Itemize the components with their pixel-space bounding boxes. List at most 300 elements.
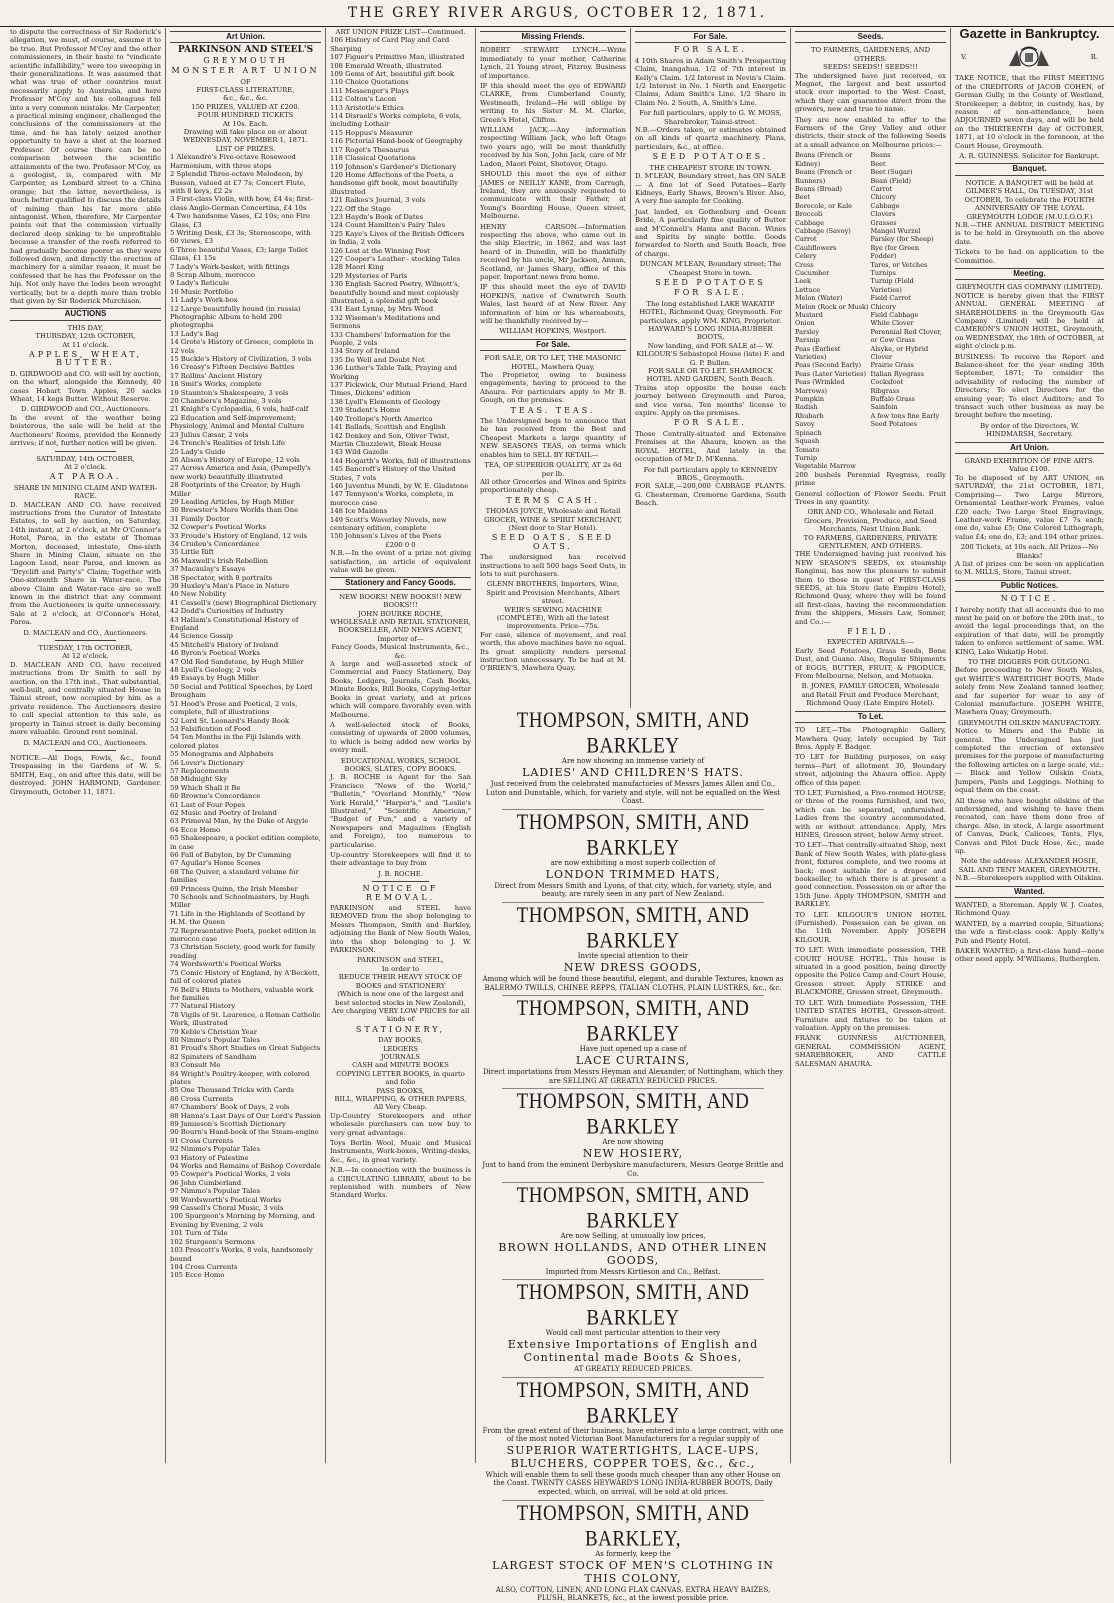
shares-contact: For full particulars, apply to G. W. MOSS, Sharebroker, Tainui-street. bbox=[639, 109, 782, 126]
list-item: White Clover bbox=[870, 319, 914, 328]
removal-line-1: PARKINSON and STEEL have REMOVED from the shop belonging to Messrs Thompson, Smith and Barkley, adjoining the Bank of New South Wales, into the shop belonging to J. W. PARKINSON. bbox=[330, 904, 471, 955]
royal-hotel-body: Those Centrally-situated and Extensive Premises at the Ahaura, known as the ROYAL HOTEL, And lately in the occupation of Mr D. M'Kenna. bbox=[635, 429, 786, 464]
list-item: Chicory bbox=[870, 193, 897, 202]
tsb-advert bbox=[482, 903, 784, 992]
list-item: 23 Julius Cæsar, 2 vols bbox=[170, 430, 249, 439]
art-union-line-2: GREYMOUTH bbox=[203, 55, 288, 65]
list-item: 50 Social and Political Speeches, by Lord Brougham bbox=[170, 682, 313, 700]
list-item: 24 Trench's Realities of Irish Life bbox=[170, 439, 285, 448]
masthead: THE GREY RIVER ARGUS, OCTOBER 12, 1871. bbox=[0, 0, 1114, 27]
tsb-advert bbox=[482, 1183, 784, 1277]
list-item: Tares, or Vetches bbox=[870, 260, 928, 269]
seed-oats-body: The undersigned has received instructions to sell 500 bags Seed Oats, in lots to suit purchasers. bbox=[480, 553, 626, 578]
list-item: 150 Johnson's Lives of the Poets bbox=[330, 532, 442, 541]
list-item: 117 Roget's Thesaurus bbox=[330, 145, 409, 154]
stationery-line-7: A well-selected stock of Books, consisting of upwards of 2000 volumes, to which is being added new works by every mail. bbox=[330, 720, 471, 755]
art-union-line-5: FIRST-CLASS LITERATURE, bbox=[196, 86, 295, 95]
column-3 bbox=[326, 28, 476, 1463]
agricultural-seeds-list bbox=[871, 151, 947, 470]
king-notice: I hereby notify that all accounts due to me must be paid on or before the 20th inst., to avoid the legal proceedings that, on the expiration of that date, will be promptly taken to enforce settlement of same. WM. KING, Lake Wakatip Hotel. bbox=[955, 605, 1104, 656]
tsb-body: Among which will be found those beautiful, elegant, and durable Textures, known as BALERMO TWILLS, CHINEE REPPS, ITALIAN CLOTHS, PLAIN LUSTRES, &c., &c. bbox=[482, 974, 784, 992]
royal-hotel-heading: FOR SALE. bbox=[674, 418, 747, 428]
tsb-body: AT GREATLY REDUCED PRICES. bbox=[573, 1365, 693, 1374]
list-item: 46 Byron's Poetical Works bbox=[170, 649, 260, 658]
list-item: 103 Prescott's Works, 8 vols, handsomely bound bbox=[170, 1246, 313, 1263]
list-item: 13 Lady's Bag bbox=[170, 329, 219, 338]
tsb-line: LADIES' AND CHILDREN'S HATS. bbox=[522, 766, 744, 779]
list-item: 58 Midnight Sky bbox=[170, 775, 228, 784]
section-heading-art-union-2: Art Union. bbox=[955, 442, 1104, 454]
list-item: Sainfoin bbox=[870, 403, 898, 412]
tsb-advert bbox=[482, 1280, 784, 1374]
list-item: Peas (Wrinkled Marrows) bbox=[795, 378, 845, 395]
thompson-smith-barkley-advert bbox=[476, 708, 791, 1603]
list-item: Melon (Rock or Musk) bbox=[795, 302, 869, 311]
tsb-body: Just to hand from the eminent Derbyshire manufacturers, Messrs George Brittle and Co. bbox=[482, 1161, 784, 1178]
list-item: 75 Comic History of England, by A'Beckett, full of colored plates bbox=[170, 968, 320, 986]
list-item: Mangel Wurzel bbox=[870, 226, 921, 235]
list-item: 115 Hoppus's Measurer bbox=[330, 128, 413, 137]
list-item: 45 Mitchell's History of Ireland bbox=[170, 640, 279, 649]
field-heading: FIELD. bbox=[847, 627, 894, 637]
list-item: 61 Last of Four Popes bbox=[170, 800, 245, 809]
gas-company: GREYMOUTH GAS COMPANY (LIMITED). bbox=[956, 283, 1103, 292]
oilskin-signature: Note the address: ALEXANDER HOSIE, SAIL AND TENT MAKER, GREYMOUTH. N.B.—Storekeepers supplied with Oilskins. bbox=[955, 857, 1104, 883]
stationery-line-8: EDUCATIONAL WORKS, SCHOOL BOOKS, SLATES, COPY BOOKS. bbox=[340, 756, 461, 773]
stationery-line-9: J. B. ROCHE is Agent for the San Francisco "News of the World," "Bulletin," "Overland Monthly," "New York Herald," "Harper's," and "Leslie's Illustrated," "Scientific American," "Budget of Fun," and a variety of Newspapers and Magazines (English and Foreign), too numerous to particularise. bbox=[330, 773, 471, 849]
list-item: 36 Maxwell's Irish Rebellion bbox=[170, 556, 268, 565]
teas-signature: THOMAS JOYCE, Wholesale and Retail GROCER, WINE & SPIRIT MERCHANT, (Next door to Star Hotel). bbox=[484, 507, 622, 532]
shares-nb: N.B.—Orders taken, or estimates obtained on all kinds of quartz machinery. Plans, particulars, &c., at office. bbox=[635, 126, 786, 151]
tsb-line: Extensive Importations of English and Continental made Boots & Shoes, bbox=[507, 1338, 759, 1365]
list-item: 139 Student's Home bbox=[330, 406, 401, 415]
list-item: 100 Spurgeon's Morning by Morning, and Evening by Evening, 2 vols bbox=[170, 1212, 315, 1229]
list-item: 109 Gems of Art, beautiful gift book bbox=[330, 70, 455, 79]
prize-total: £200 0 0 bbox=[385, 540, 416, 549]
list-item: 5 Writing Desk, £3 3s; Stereoscope, with 60 views, £3 bbox=[170, 228, 311, 246]
teas-heading: TEAS. TEAS. bbox=[510, 405, 596, 415]
missing-6: IF this should meet the eye of DAVID HOPKINS, native of Cwmtwrch South Wales, last heard of at New River. Any information of him or his whereabouts, will be thankfully received by— bbox=[480, 283, 626, 325]
tsb-advert bbox=[482, 1378, 784, 1497]
list-item: Squash bbox=[795, 437, 820, 446]
vr-r: R. bbox=[1090, 53, 1098, 62]
list-item: Cabbage (Savoy) bbox=[795, 226, 851, 235]
column-1 bbox=[6, 28, 166, 1463]
list-item: 74 Wordsworth's Poetical Works bbox=[170, 960, 282, 969]
removal-line-13: COPYING LETTER BOOKS, in quarto and folio bbox=[336, 1069, 465, 1087]
list-item: 32 Cowper's Poetical Works bbox=[170, 523, 267, 532]
stationery-line-6: A large and well-assorted stock of Commercial and Fancy Stationery, Day Books, Ledgers, Journals, Cash Books, Minute Books, Bill Books, Copying-letter Books in great variety, and at prices which will compare favorably even with Melbourne. bbox=[330, 660, 471, 719]
list-item: 31 Family Doctor bbox=[170, 514, 230, 523]
list-item: Tomato bbox=[795, 445, 820, 454]
tsb-body: Just received from the celebrated manufactories of Messrs James Allen and Co., Luton and Dunstable, which, for variety and style, will not be equalled on the West Coast. bbox=[485, 780, 781, 806]
banquet-tickets: Tickets to be had on application to the Committee. bbox=[955, 248, 1104, 265]
list-item: 112 Colton's Lacon bbox=[330, 95, 397, 104]
missing-2: IF this should meet the eye of EDWARD CLARKE, from Cumberland County, Westmeath, Ireland—He will oblige by writing to his Sister M. M. Clarke, Green's Hotel, Clifton. bbox=[480, 82, 626, 124]
list-item: 14 Grote's History of Greece, complete in 12 vols bbox=[170, 338, 314, 355]
list-item: 81 Froud's Short Studies on Great Subjects bbox=[170, 1044, 321, 1053]
list-item: 102 Sturgeon's Sermons bbox=[170, 1237, 255, 1246]
list-item: Turnips bbox=[870, 268, 896, 277]
list-item: 132 Wiseman's Meditations and Sermons bbox=[330, 313, 441, 331]
list-item: 123 Haydn's Book of Dates bbox=[330, 212, 424, 221]
list-item: Mustard bbox=[795, 311, 823, 319]
section-heading-for-sale-2: For Sale. bbox=[635, 31, 786, 43]
missing-4: SHOULD this meet the eye of either JAMES or NEILLY KANE, from Carragh, Ireland, they are anxiously requested to communicate with their Father, at Young's Boarding House, Queen street, Melbourne. bbox=[480, 170, 626, 221]
notice-heading: NOTICE. bbox=[1000, 594, 1059, 604]
auction-2-place: AT PAROA. bbox=[49, 472, 122, 482]
list-item: 15 Buckle's History of Civilization, 3 vols bbox=[170, 355, 312, 364]
list-item: 11 Lady's Work-box bbox=[170, 296, 238, 305]
removal-line-5: BOOKS and STATIONERY bbox=[355, 981, 446, 990]
list-item: 25 Lady's Guide bbox=[170, 447, 226, 456]
removal-line-3: In order to bbox=[381, 964, 420, 973]
tsb-title: THOMPSON, SMITH, AND BARKLEY bbox=[516, 1280, 750, 1331]
removal-line-15: BILL, WRAPPING, & OTHER PAPERS, All Very Cheap. bbox=[334, 1094, 467, 1112]
teas-terms: TERMS CASH. bbox=[506, 495, 600, 505]
divider bbox=[502, 1182, 764, 1183]
list-item: 39 Huxley's Man's Place in Nature bbox=[170, 582, 290, 590]
list-item: Vegetable Marrow bbox=[795, 462, 856, 471]
mclean-body-1: D. M'LEAN, Boundary street, has ON SALE— A fine lot of Seed Potatoes—Early Kidneys, Early Shaws, Brown's River. Also, A very fine sample for Cooking. bbox=[635, 172, 786, 206]
list-item: 83 Consult Me bbox=[170, 1061, 221, 1070]
removal-line-17: Toys Berlin Wool, Music and Musical Instruments, Work-boxes, Writing-desks, &c., &c., in great variety. bbox=[330, 1139, 471, 1164]
list-item: 6 Three beautiful Vases, £3; large Toilet Glass, £1 15s bbox=[170, 245, 308, 263]
list-item: 27 Across America and Asia, (Pumpelly's new work) beautifully illustrated bbox=[170, 464, 311, 481]
list-item: 17 Rollins' Ancient History bbox=[170, 371, 263, 380]
auction-1-body: D. GIRDWOOD and CO. will sell by auction, on the wharf, alongside the Kennedy, 40 cases Hobart Town Apples, 20 sacks Wheat, 14 kegs Butter. Without Reserve. bbox=[10, 369, 161, 404]
divider bbox=[502, 1377, 764, 1378]
prize-list bbox=[330, 36, 471, 540]
divider bbox=[55, 750, 115, 751]
tsb-advert bbox=[482, 1090, 784, 1178]
hotel-for-sale-heading: FOR SALE. bbox=[674, 288, 747, 298]
missing-6-signature: WILLIAM HOPKINS, Westport. bbox=[499, 327, 607, 336]
list-item: 97 Nimmo's Popular Tales bbox=[170, 1187, 260, 1196]
list-item: Rye (for Green Fodder) bbox=[870, 243, 920, 261]
to-let-4: TO LET—That centrally-situated Shop, next Bank of New South Wales, with plate-glass front, fixtures complete, and two rooms at back; most suitable for a draper and bookseller, to which there is at present a good connection. Possession on or after the 15th June. Apply THOMPSON, SMITH and BARKLEY. bbox=[795, 841, 946, 909]
mclean-signature: DUNCAN M'LEAN, Boundary street; The Cheapest Store in town. bbox=[639, 260, 782, 277]
frank-guinness: FRANK GUINNESS AUCTIONEER, GENERAL COMMISSION AGENT, SHAREBROKER, AND CATTLE SALESMAN AHAURA. bbox=[795, 1034, 946, 1068]
art-union-line-9: At 10s. Each. bbox=[222, 119, 269, 128]
missing-3: WILLIAM JACK.—Any information respecting William Jack, who left Otago two years ago, will be most thankfully received by his Son, John Jack, care of Mr Ladon, Maori Point, Shotover, Otago. bbox=[480, 126, 626, 168]
list-item: 122 Off the Stage bbox=[330, 204, 391, 213]
masonic-hotel-body: The Proprietor, owing to business engagements, having to proceed to the Ahaura. For particulars apply to Mr B. Gough, on the premises. bbox=[480, 371, 626, 405]
banquet-nb: N.B.—THE ANNUAL DISTRICT MEETING is to be held in Greymouth on the above date. bbox=[955, 220, 1104, 246]
list-item: 1 Alexandre's Five-octave Rosewood Harmonium, with three stops bbox=[170, 153, 296, 170]
list-item: Radish bbox=[795, 403, 818, 412]
list-item: 135 Do Well and Doubt Not bbox=[330, 355, 425, 364]
section-heading-seeds: Seeds. bbox=[795, 31, 946, 43]
divider bbox=[502, 1500, 764, 1501]
list-item: 105 Ecce Homo bbox=[170, 1271, 225, 1280]
list-item: Celery bbox=[795, 252, 817, 261]
stationery-line-10: Up-country Storekeepers will find it to their advantage to buy from bbox=[330, 851, 471, 868]
list-item: Beet bbox=[870, 159, 886, 168]
list-item: Leek bbox=[795, 277, 811, 286]
auction-2-body: D. MACLEAN AND CO. have received instructions from the Curator of Intestate Estates, to sell by auction, on Saturday, 14th instant, at 2 o'clock, at Mr O'Connor's Hotel, Paroa, in the estate of Thomas Morton, deceased, intestate, One-sixth Share in Mining Claim, situate on the Lagoon Lead, near Paroa, and known as "Dryclift and Party's" Claim; Together with One-sixteenth Share in Water-race. The above Claim and Water-race are so well known in the district that any comment from the Auctioneers is quite unnecessary. Sale at 2 o'clock, at O'Connor's Hotel, Paroa. bbox=[10, 500, 161, 627]
shamrock-hotel-body: Trains stop opposite the house each journey between Greymouth and Paroa, and vice versa. Ten months' license to expire. Apply on the premises. bbox=[635, 383, 786, 418]
fine-arts-value: Value £100. bbox=[1009, 465, 1050, 474]
fine-arts-body: To be disposed of by ART UNION, on SATURDAY, the 21st OCTOBER, 1871, Comprising— Two Large Mirrors, Ornamental Leather-work Frames, value £20 each; Two Large Steel Engravings, Leather-work Frame, value £7 7s each; one do, value £5; One Colored Lithograph, value £4; one do, £3; and 194 other prizes. bbox=[955, 473, 1104, 541]
auction-1-day: THIS DAY, bbox=[67, 323, 104, 332]
stationery-line-2: JOHN BOURKE ROCHE, bbox=[357, 609, 443, 618]
list-item: 69 Princess Quinn, the Irish Member bbox=[170, 884, 298, 893]
list-item: 146 Juventus Mundi, by W. E. Gladstone bbox=[330, 481, 469, 490]
list-item: 65 Shakespeare, a pocket edition complete, in case bbox=[170, 834, 321, 851]
column-7 bbox=[951, 28, 1108, 1463]
list-item: Clovers bbox=[870, 210, 896, 219]
section-heading-to-let: To Let. bbox=[795, 711, 946, 723]
list-item: 126 Lost at the Winning Post bbox=[330, 246, 430, 255]
auction-2-date: SATURDAY, 14th OCTOBER, bbox=[36, 454, 135, 463]
list-item: 106 History of Card Play and Card Sharping bbox=[330, 36, 450, 53]
auction-1-title: APPLES, WHEAT, BUTTER. bbox=[28, 350, 143, 368]
list-item: Cucumber bbox=[795, 268, 830, 277]
list-item: 70 Schools and Schoolmasters, by Hugh Miller bbox=[170, 893, 309, 910]
list-item: 67 Aguilar's Home Scenes bbox=[170, 859, 261, 868]
list-item: 89 Jamieson's Scottish Dictionary bbox=[170, 1120, 286, 1128]
tsb-title: THOMPSON, SMITH, AND BARKLEY bbox=[516, 708, 750, 759]
seed-oats-signature: GLENN BROTHERS, Importers, Wine, Spirit and Provision Merchants, Albert street. bbox=[486, 580, 620, 606]
list-item: 120 Home Affections of the Poets, a handsome gift book, most beautifully illustrated bbox=[330, 170, 458, 196]
trespass-notice: NOTICE.—All Dogs, Fowls, &c., found Trespassing in the Gardens of W. S. SMITH, Esq., on and after this date, will be destroyed. JOHN HARMOND, Gardener. Greymouth, October 11, 1871. bbox=[10, 753, 161, 796]
list-item: 43 Hallam's Constitutional History of England bbox=[170, 615, 299, 633]
column-5 bbox=[631, 28, 791, 708]
list-item: 60 Browne's Concordance bbox=[170, 792, 261, 801]
list-item: Beans (French or Runners) bbox=[795, 168, 853, 185]
to-let-2: TO LET for Building purposes, on easy terms—Part of allotment 30, Boundary street, adjoining the Ahaura office. Apply office of this paper. bbox=[795, 753, 946, 787]
to-let-1: TO LET,—The Photographic Gallery, Mawhera Quay, lately occupied by Tait Bros. Apply F. Badger. bbox=[795, 726, 946, 751]
list-item: 34 Cruden's Concordance bbox=[170, 539, 260, 548]
list-item: 128 Maori King bbox=[330, 263, 384, 272]
auction-1-date: THURSDAY, 12th OCTOBER, bbox=[35, 332, 136, 341]
column-6 bbox=[791, 28, 951, 1463]
list-item: 44 Science Gossip bbox=[170, 632, 233, 641]
list-item: 12 Large beautifully bound (in russia) Photographic Album to hold 200 photographs bbox=[170, 304, 301, 330]
list-item: 86 Cross Currents bbox=[170, 1094, 234, 1103]
list-item: 149 Scott's Waverley Novels, new centenary edition, complete bbox=[330, 515, 447, 532]
list-item: 121 Raikes's Journal, 3 vols bbox=[330, 196, 426, 205]
divider bbox=[372, 881, 428, 882]
hayward-boots-heading: HAYWARD'S LONG INDIA-RUBBER BOOTS, bbox=[648, 325, 773, 342]
expected-arrivals: EXPECTED ARRIVALS:— bbox=[826, 638, 915, 647]
seed-potatoes-heading-2: SEED POTATOES bbox=[655, 277, 766, 287]
list-item: 87 Chambers' Book of Days, 2 vols bbox=[170, 1103, 290, 1112]
list-item: Beans (Broad) bbox=[795, 184, 842, 193]
stationery-line-4: Importer of— bbox=[377, 634, 424, 643]
list-item: 96 John Cumberland bbox=[170, 1178, 242, 1187]
bankruptcy-signature: A. R. GUINNESS. Solicitor for Bankrupt. bbox=[959, 152, 1100, 161]
list-item: 40 New Nobility bbox=[170, 590, 227, 599]
list-item: 118 Classical Quotations bbox=[330, 154, 416, 163]
stationery-line-3: WHOLESALE AND RETAIL STATIONER, BOOKSELLER, AND NEWS AGENT, bbox=[330, 618, 471, 635]
shares-heading: FOR SALE. bbox=[674, 45, 747, 55]
tsb-line: BROWN HOLLANDS, AND OTHER LINEN GOODS, bbox=[498, 1240, 768, 1267]
list-item: 21 Knight's Cyclopædia, 6 vols, half-calf bbox=[170, 405, 309, 414]
list-item: 64 Ecce Homo bbox=[170, 825, 221, 834]
missing-1: ROBERT STEWART LYNCH.—Write immediately to your mother, Catherine Lynch, 21 Young street, Fitzroy. Business of importance. bbox=[480, 46, 626, 80]
list-item: 111 Messenger's Plays bbox=[330, 86, 409, 95]
to-let-7: TO LET. With Immediate Possession, THE UNITED STATES HOTEL, Gresson-street. Furniture and fixtures to be taken at valuation. Apply on the premises. bbox=[795, 998, 946, 1032]
royal-crest-icon bbox=[999, 42, 1059, 72]
list-item: 26 Alison's History of Europe, 12 vols bbox=[170, 455, 300, 464]
auction-3-time: At 12 o'clock. bbox=[62, 652, 109, 661]
stationery-line-1: NEW BOOKS! NEW BOOKS!! NEW BOOKS!!! bbox=[339, 592, 462, 610]
list-item: Lettuce bbox=[795, 285, 821, 294]
list-item: Cocksfoot bbox=[870, 378, 904, 387]
garden-seeds-list bbox=[795, 151, 871, 470]
list-item: 136 Luther's Table Talk, Praying and Working bbox=[330, 364, 457, 381]
list-item: 116 Pictorial Hand-book of Geography bbox=[330, 137, 463, 146]
art-union-line-3: MONSTER ART UNION bbox=[171, 66, 320, 76]
removal-line-16: Up-Country Storekeepers and other wholesale purchasers can now buy to very great advantage. bbox=[330, 1111, 471, 1137]
to-let-5: TO LET. KILGOUR'S UNION HOTEL (Furnished). Possession can be given on the 11th November. Apply JOSEPH KILGOUR. bbox=[795, 910, 946, 944]
divider bbox=[502, 809, 764, 810]
tsb-title: THOMPSON, SMITH, AND BARKLEY bbox=[516, 1378, 750, 1428]
shamrock-hotel-heading: FOR SALE OR TO LET. SHAMROCK HOTEL AND GARDEN, South Beach. bbox=[646, 367, 775, 384]
list-item: Alsyke, or Hybrid Clover bbox=[870, 344, 929, 362]
stationery-line-11: J. B. ROCHE. bbox=[378, 869, 423, 878]
tsb-sub: Invite special attention to their bbox=[577, 951, 689, 960]
list-item: 59 Which Shall it Be bbox=[170, 783, 241, 792]
seeds-exclaim: SEEDS! SEEDS!! SEEDS!!! bbox=[823, 63, 918, 72]
section-heading-banquet: Banquet. bbox=[955, 163, 1104, 175]
removal-line-9: DAY BOOKS, bbox=[378, 1036, 423, 1045]
list-item: Parsley (for Sheep) bbox=[870, 235, 934, 244]
list-item: 42 Dodd's Curiosities of Industry bbox=[170, 607, 284, 616]
seed-potatoes-heading: SEED POTATOES. bbox=[652, 152, 769, 162]
jones-body: THE Undersigned having just received his NEW SEASON'S SEEDS, ex steamship Ranginui, has now the pleasure to submit them to those in quest of FIRST-CLASS SEEDS, at his Store (late Empire Hotel), Richmond Quay, where they will be found all first-class, having the recommendation from the shippers, Messrs Law, Somner, and Co.:— bbox=[795, 550, 946, 626]
list-item: Carrot bbox=[795, 235, 817, 244]
section-heading-wanted: Wanted. bbox=[955, 886, 1104, 898]
list-item: Rhubarb bbox=[795, 411, 824, 420]
gas-company-signature: By order of the Directors, W. HINDMARSH, Secretary. bbox=[980, 421, 1079, 439]
removal-line-4: REDUCE THEIR HEAVY STOCK OF bbox=[338, 973, 463, 982]
list-item: 148 Ice Maidens bbox=[330, 507, 388, 516]
list-item: 35 Little Rift bbox=[170, 548, 214, 557]
list-item: Spinach bbox=[795, 428, 822, 437]
list-item: Bean (Field) bbox=[870, 176, 911, 185]
teas-body-1: The Undersigned begs to announce that he has received from the Best and Cheapest Markets a large quantity of NEW SEASONS TEAS, on terms which enables him to SELL BY RETAIL— bbox=[480, 417, 626, 459]
list-item: 95 Cowper's Poetical Works, 2 vols bbox=[170, 1170, 291, 1179]
list-item: 145 Bancroft's History of the United States, 7 vols bbox=[330, 465, 456, 482]
tsb-sub: are now exhibiting a most superb collection of bbox=[550, 858, 716, 867]
tsb-advert bbox=[482, 810, 784, 899]
list-item: Peas (Second Early) bbox=[795, 361, 862, 370]
fine-arts-heading: GRAND EXHIBITION OF FINE ARTS. bbox=[964, 457, 1095, 466]
list-item: 51 Hood's Prose and Poetical, 2 vols, complete, full of illustrations bbox=[170, 699, 298, 717]
auction-1-signature: D. GIRDWOOD and CO., Auctioneers. bbox=[20, 405, 151, 414]
list-item: Peas (Earliest Varieties) bbox=[795, 344, 841, 362]
royal-hotel-contact: For full particulars apply to KENNEDY BROS., Greymouth. bbox=[643, 465, 778, 482]
cheapest-store: THE CHEAPEST STORE IN TOWN. bbox=[649, 163, 772, 172]
removal-line-14: PASS BOOKS, bbox=[376, 1086, 425, 1095]
seeds-to-farmers: TO FARMERS, GARDENERS, AND OTHERS. bbox=[810, 46, 931, 63]
list-item: 119 Johnson's Gardener's Dictionary bbox=[330, 162, 457, 171]
wanted-1: WANTED, a Storeman. Apply W. J. Coates, Richmond Quay. bbox=[955, 900, 1104, 918]
oilskin-body-2: All those who have bought oilskins of the undersigned, and wishing to have them recoated, can have them done free of charge. Also, in stock, A large assortment of Canvas, Duck, Calicoes, Tents, Flys, Canvas and Pilot Duck Hose, &c., made up. bbox=[955, 796, 1104, 855]
column-2 bbox=[166, 28, 326, 1463]
removal-line-10: LEDGERS bbox=[382, 1044, 419, 1053]
to-let-6: TO LET. With immediate possession, THE COURT HOUSE HOTEL. This house is situated in a good position, being directly opposite the Police Camp and Court House, Gresson street. Apply STRIKE and BLACKMORE, Gresson street, Greymouth. bbox=[795, 946, 946, 997]
tsb-sub: Are now Selling, at unusually low prices, bbox=[560, 1231, 706, 1240]
art-union-line-1: PARKINSON AND STEEL'S bbox=[177, 45, 314, 56]
auction-2-time: At 2 o'clock. bbox=[64, 462, 107, 471]
art-union-line-4: OF bbox=[240, 77, 251, 86]
list-item: Italian Ryegrass bbox=[870, 369, 924, 378]
list-item: 107 Figuer's Primitive Man, illustrated bbox=[330, 53, 465, 62]
tsb-advert bbox=[482, 996, 784, 1085]
list-item: 110 Choice Quotations bbox=[330, 78, 409, 87]
list-item: 54 Ten Months in the Fiji Islands with colored plates bbox=[170, 733, 301, 750]
section-heading-stationery: Stationery and Fancy Goods. bbox=[330, 577, 471, 589]
list-item: Turnip bbox=[795, 453, 818, 462]
auction-1-note: In the event of the weather being boisterous, the sale will be held at the Auctioneers' Rooms, provided the Kennedy arrives; if not, further notice will be given. bbox=[10, 413, 161, 448]
list-item: 104 Cross Currents bbox=[170, 1262, 238, 1271]
gazette-heading: Gazette in Bankruptcy. bbox=[959, 26, 1100, 41]
auction-1-time: At 11 o'clock. bbox=[62, 340, 109, 349]
list-item: Perennial Red Clover, or Cow Grass bbox=[870, 327, 942, 345]
mclean-body-2: Just landed, ex Gothenburg and Ocean Bride, A particularly fine quality of Butter and M'Connell's Hams and Bacon. Wines and Spirits by single bottle. Goods forwarded to North and South Beach, free of charge. bbox=[635, 207, 786, 258]
jones-signature: B. JONES, FAMILY GROCER, Wholesale and Retail Fruit and Produce Merchant, Richmond Quay (Late Empire Hotel). bbox=[801, 682, 940, 708]
list-item: 73 Christian Society, good work for family reading bbox=[170, 943, 316, 960]
list-item: Parsnip bbox=[795, 336, 820, 345]
list-item: 7 Lady's Work-basket, with fittings bbox=[170, 262, 290, 271]
art-union-line-10: Drawing will take place on or about bbox=[183, 128, 308, 137]
list-item: 131 East Lynne, by Mrs Wood bbox=[330, 305, 434, 314]
list-item: 144 Hogarth's Works, full of illustrations bbox=[330, 456, 471, 465]
tsb-sub: Would call most particular attention to their very bbox=[545, 1329, 721, 1338]
tsb-sub: Have just opened up a case of bbox=[579, 1045, 687, 1054]
vr-v: V. bbox=[961, 53, 967, 62]
oilskin-heading: GREYMOUTH OILSKIN MANUFACTORY. bbox=[958, 718, 1101, 727]
section-heading-public-notices: Public Notices. bbox=[955, 580, 1104, 592]
list-item: 16 Creasy's Fifteen Decisive Battles bbox=[170, 363, 295, 372]
list-item: 18 Smit's Works, complete bbox=[170, 380, 262, 389]
tsb-title: THOMPSON, SMITH, AND BARKLEY bbox=[516, 1090, 750, 1140]
list-item: Field Cabbage bbox=[870, 311, 919, 319]
list-item: 140 Trollope's North America bbox=[330, 414, 433, 423]
seeds-ryegrass: 200 bushels Perennial Ryegrass, really prime bbox=[795, 470, 946, 488]
list-item: Peas (Later Varieties) bbox=[795, 369, 866, 378]
list-item: 68 The Quiver, a standard volume for families bbox=[170, 867, 299, 885]
art-union-line-11: WEDNESDAY, NOVEMBER 1, 1871. bbox=[183, 136, 308, 145]
list-item: 72 Representative Poets, pocket edition in morocco case bbox=[170, 926, 317, 944]
section-heading-auctions: AUCTIONS bbox=[10, 308, 161, 320]
tsb-line: NEW HOSIERY, bbox=[582, 1147, 684, 1161]
art-union-line-8: FOUR HUNDRED TICKETS bbox=[197, 111, 294, 120]
list-item: 143 Wild Gazelle bbox=[330, 448, 389, 457]
prize-list bbox=[170, 153, 321, 1279]
list-item: Beans bbox=[870, 151, 891, 160]
diggers-heading: TO THE DIGGERS FOR GULGONG. bbox=[967, 658, 1092, 666]
prize-list-continued-heading: ART UNION PRIZE LIST—Continued. bbox=[335, 28, 466, 36]
list-item: 55 Monograms and Alphabets bbox=[170, 750, 274, 759]
list-item: Grasses bbox=[870, 218, 897, 227]
list-item: 56 Lover's Dictionary bbox=[170, 758, 244, 767]
list-item: 88 Hanna's Last Days of Our Lord's Passion bbox=[170, 1111, 321, 1120]
tsb-sub: Are now showing bbox=[602, 1138, 664, 1147]
list-item: 30 Brewster's More Worlds than One bbox=[170, 506, 299, 515]
removal-line-6: (Which is now one of the largest and best selected stocks in New Zealand), bbox=[335, 990, 466, 1007]
art-union-line-7: 150 PRIZES, VALUED AT £200. bbox=[191, 102, 300, 111]
tsb-body: Direct from Messrs Smith and Lyons, of that city, which, for variety, style, and beauty, are rarely seen in any part of New Zealand. bbox=[494, 881, 772, 899]
list-item: Parsley bbox=[795, 327, 819, 336]
auction-2-signature: D. MACLEAN and CO., Auctioneers. bbox=[23, 628, 148, 637]
tsb-title: THOMPSON, SMITH, AND BARKLEY bbox=[516, 810, 750, 860]
list-item: 129 Mysteries of Paris bbox=[330, 271, 408, 280]
